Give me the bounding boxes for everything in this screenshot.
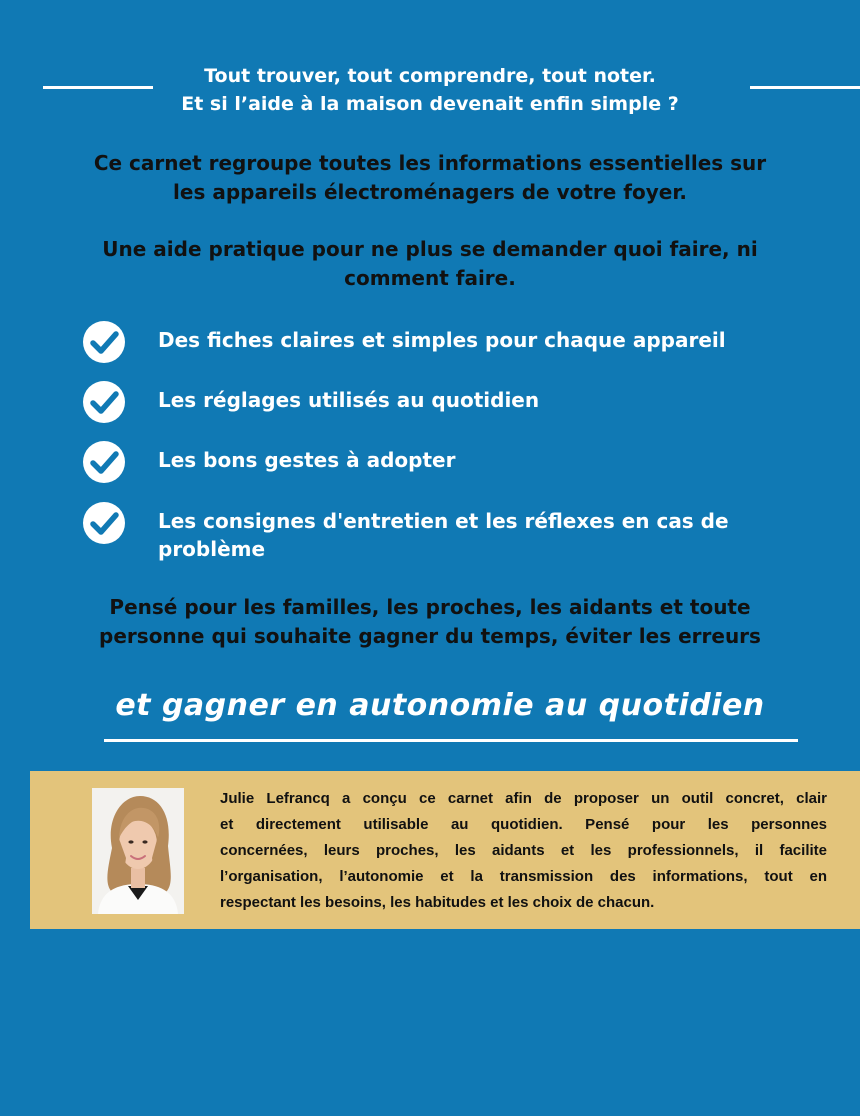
paragraph-line: Pensé pour les familles, les proches, les aidants et toute bbox=[109, 595, 751, 619]
check-circle-icon bbox=[82, 501, 126, 545]
paragraph-line: les appareils électroménagers de votre foyer. bbox=[173, 180, 687, 204]
tagline-underline bbox=[104, 739, 798, 742]
author-portrait-image bbox=[92, 788, 184, 914]
feature-text bbox=[158, 446, 798, 474]
audience-paragraph bbox=[60, 593, 800, 651]
feature-line: Les réglages utilisés au quotidien bbox=[158, 388, 540, 412]
check-circle-icon bbox=[82, 380, 126, 424]
paragraph-line: comment faire. bbox=[344, 266, 516, 290]
author-bio-line: Julie Lefrancq a conçu ce carnet afin de proposer un outil concret, clair bbox=[220, 790, 827, 807]
feature-line: Les bons gestes à adopter bbox=[158, 448, 456, 472]
check-circle-icon bbox=[82, 440, 126, 484]
feature-text bbox=[158, 386, 798, 414]
feature-line: Les consignes d'entretien et les réflexes en cas de bbox=[158, 509, 729, 533]
author-bio bbox=[220, 786, 827, 916]
paragraph-line: Une aide pratique pour ne plus se demander quoi faire, ni bbox=[102, 237, 758, 261]
author-bio-line: l’organisation, l’autonomie et la transmission des informations, tout en bbox=[220, 868, 827, 885]
author-bio-line: respectant les besoins, les habitudes et les choix de chacun. bbox=[220, 894, 655, 911]
author-bio-line: concernées, leurs proches, les aidants et les professionnels, il facilite bbox=[220, 842, 827, 859]
header-title bbox=[120, 62, 740, 118]
author-box bbox=[30, 771, 860, 929]
header-right-line bbox=[750, 86, 860, 89]
purpose-paragraph bbox=[60, 235, 800, 293]
paragraph-line: personne qui souhaite gagner du temps, éviter les erreurs bbox=[99, 624, 761, 648]
tagline: et gagner en autonomie au quotidien bbox=[115, 688, 765, 723]
feature-line: problème bbox=[158, 537, 266, 561]
header-line-2: Et si l’aide à la maison devenait enfin simple ? bbox=[181, 93, 679, 115]
check-circle-icon bbox=[82, 320, 126, 364]
header-line-1: Tout trouver, tout comprendre, tout noter. bbox=[204, 65, 656, 87]
feature-line: Des fiches claires et simples pour chaque appareil bbox=[158, 328, 726, 352]
feature-text bbox=[158, 326, 798, 354]
feature-text bbox=[158, 507, 798, 563]
author-bio-line: et directement utilisable au quotidien. Pensé pour les personnes bbox=[220, 816, 827, 833]
author-photo bbox=[92, 788, 184, 914]
description-paragraph bbox=[60, 149, 800, 207]
paragraph-line: Ce carnet regroupe toutes les informations essentielles sur bbox=[93, 151, 767, 175]
